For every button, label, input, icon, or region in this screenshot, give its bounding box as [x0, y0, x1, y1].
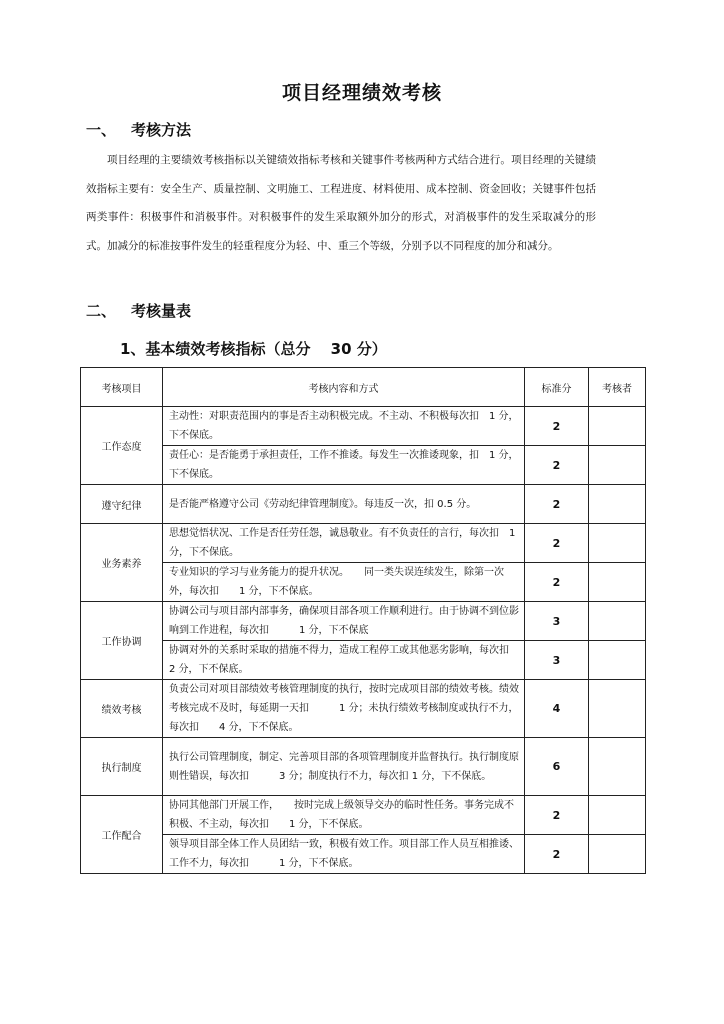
category-cell: 工作配合 — [81, 796, 163, 874]
score-cell: 2 — [525, 563, 589, 602]
assessor-cell — [589, 641, 646, 680]
score-cell: 2 — [525, 485, 589, 524]
score-cell: 3 — [525, 641, 589, 680]
content-cell: 协同其他部门开展工作， 按时完成上级领导交办的临时性任务。事务完成不积极、不主动，每次扣 1 分，下不保底。 — [163, 796, 525, 835]
content-cell: 责任心：是否能勇于承担责任，工作不推诿。每发生一次推诿现象，扣 1 分，下不保底。 — [163, 446, 525, 485]
score-cell: 2 — [525, 796, 589, 835]
section-1-paragraph — [86, 146, 596, 260]
assessor-cell — [589, 524, 646, 563]
section-1-heading — [86, 119, 191, 140]
header-category: 考核项目 — [81, 368, 163, 407]
score-cell: 2 — [525, 524, 589, 563]
table-row — [81, 524, 646, 563]
table-row — [81, 796, 646, 835]
assessor-cell — [589, 835, 646, 874]
assessor-cell — [589, 680, 646, 738]
category-cell: 工作态度 — [81, 407, 163, 485]
score-cell: 6 — [525, 738, 589, 796]
category-cell: 执行制度 — [81, 738, 163, 796]
content-cell: 执行公司管理制度，制定、完善项目部的各项管理制度并监督执行。执行制度原则性错误，每次扣 3 分；制度执行不力，每次扣 1 分，下不保底。 — [163, 738, 525, 796]
content-cell: 思想觉悟状况、工作是否任劳任怨，诚恳敬业。有不负责任的言行，每次扣 1 分，下不保底。 — [163, 524, 525, 563]
header-assessor: 考核者 — [589, 368, 646, 407]
content-cell: 领导项目部全体工作人员团结一致，积极有效工作。项目部工作人员互相推诿、工作不力，每次扣 1 分，下不保底。 — [163, 835, 525, 874]
assessor-cell — [589, 602, 646, 641]
section-2-title: 考核量表 — [131, 302, 192, 320]
section-1-title: 考核方法 — [131, 121, 192, 139]
header-content: 考核内容和方式 — [163, 368, 525, 407]
category-cell: 业务素养 — [81, 524, 163, 602]
table-row — [81, 680, 646, 738]
section-1-number: 一、 — [86, 121, 117, 139]
content-cell: 负责公司对项目部绩效考核管理制度的执行，按时完成项目部的绩效考核。绩效考核完成不及时，每延期一天扣 1 分；未执行绩效考核制度或执行不力，每次扣 4 分，下不保底。 — [163, 680, 525, 738]
table-row — [81, 602, 646, 641]
category-cell: 工作协调 — [81, 602, 163, 680]
assessor-cell — [589, 796, 646, 835]
table-header-row — [81, 368, 646, 407]
assessor-cell — [589, 738, 646, 796]
table-row — [81, 835, 646, 874]
assessor-cell — [589, 407, 646, 446]
table-row — [81, 407, 646, 446]
category-cell: 绩效考核 — [81, 680, 163, 738]
table-row — [81, 563, 646, 602]
assessor-cell — [589, 485, 646, 524]
content-cell: 专业知识的学习与业务能力的提升状况。 同一类失误连续发生，除第一次外，每次扣 1 分，下不保底。 — [163, 563, 525, 602]
assessor-cell — [589, 446, 646, 485]
content-cell: 主动性：对职责范围内的事是否主动积极完成。不主动、不积极每次扣 1 分，下不保底。 — [163, 407, 525, 446]
table-row — [81, 641, 646, 680]
score-cell: 2 — [525, 835, 589, 874]
assessment-table — [80, 367, 646, 874]
score-cell: 4 — [525, 680, 589, 738]
score-cell: 2 — [525, 446, 589, 485]
document-title: 项目经理绩效考核 — [281, 82, 442, 104]
header-score: 标准分 — [525, 368, 589, 407]
section-2-number: 二、 — [86, 302, 117, 320]
table-row — [81, 738, 646, 796]
score-cell: 3 — [525, 602, 589, 641]
table-row — [81, 446, 646, 485]
category-cell: 遵守纪律 — [81, 485, 163, 524]
method-paragraph: 项目经理的主要绩效考核指标以关键绩效指标考核和关键事件考核两种方式结合进行。项目经理的关键绩效指标主要有：安全生产、质量控制、文明施工、工程进度、材料使用、成本控制、资金回收；关键事件包括两类事件：积极事件和消极事件。对积极事件的发生采取额外加分的形式，对消极事件的发生采取减分的形式。加减分的标准按事件发生的轻重程度分为轻、中、重三个等级，分别予以不同程度的加分和减分。 — [86, 154, 596, 252]
section-2-heading — [86, 300, 191, 321]
assessor-cell — [589, 563, 646, 602]
table-row — [81, 485, 646, 524]
content-cell: 是否能严格遵守公司《劳动纪律管理制度》。每违反一次，扣 0.5 分。 — [163, 485, 525, 524]
content-cell: 协调公司与项目部内部事务，确保项目部各项工作顺利进行。由于协调不到位影响到工作进程，每次扣 1 分，下不保底 — [163, 602, 525, 641]
subsection-heading: 1、基本绩效考核指标（总分 30 分） — [120, 340, 387, 358]
content-cell: 协调对外的关系时采取的措施不得力，造成工程停工或其他恶劣影响，每次扣 2 分，下不保底。 — [163, 641, 525, 680]
score-cell: 2 — [525, 407, 589, 446]
